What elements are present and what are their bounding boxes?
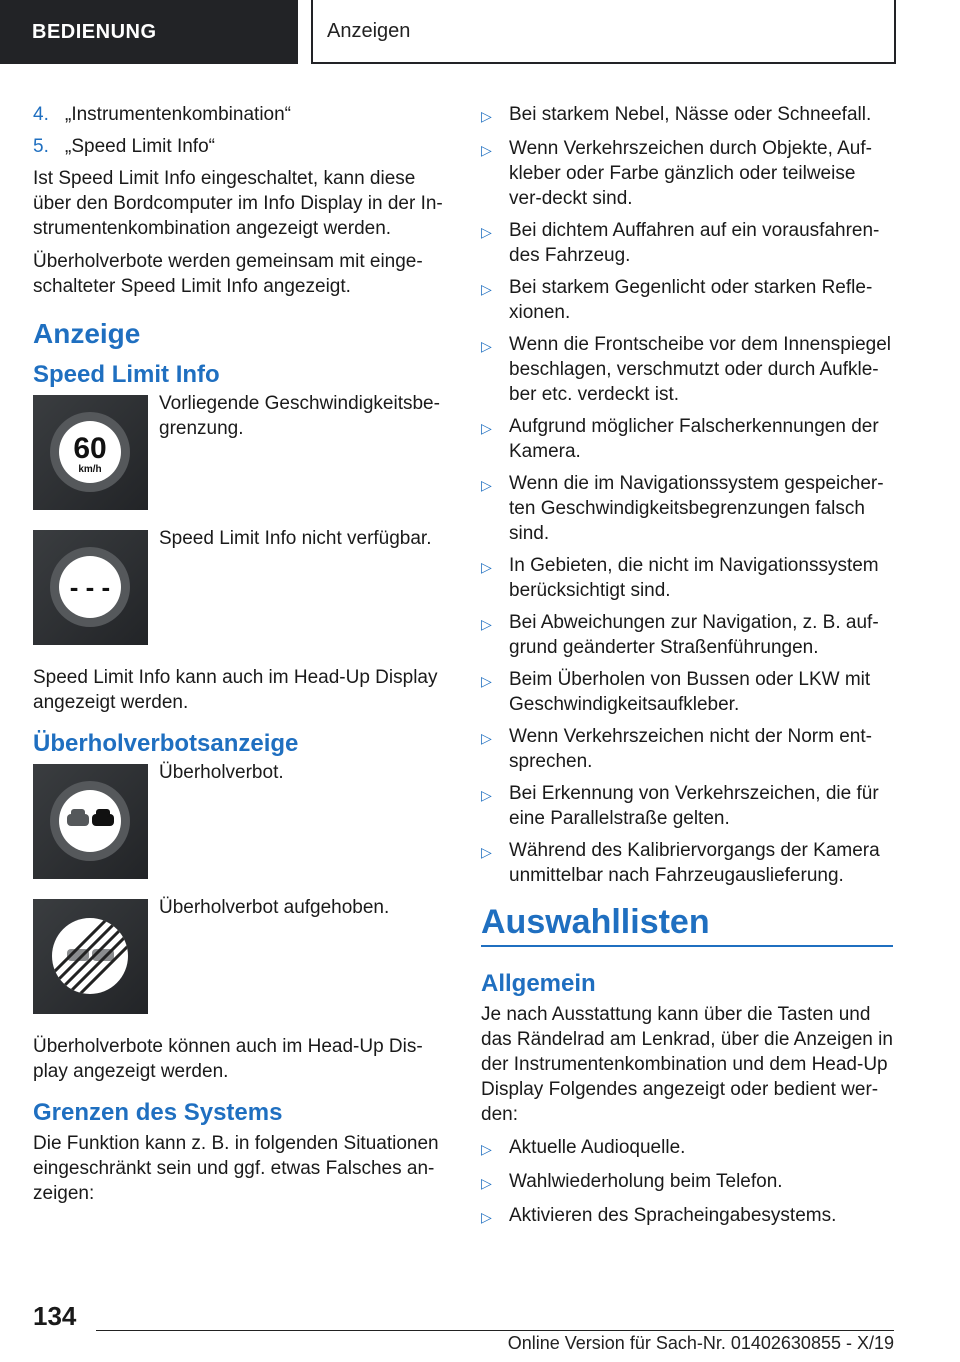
heading-anzeige: Anzeige [33,318,141,349]
list-item [481,275,893,325]
bullet-triangle-icon: ▷ [481,616,492,632]
right-column [481,102,893,1237]
footer-version: Online Version für Sach-Nr. 01402630855 - X/19 [507,1333,894,1353]
list-item-text: Bei starkem Nebel, Nässe oder Schneefall. [509,104,872,125]
list-item-text: Bei starkem Gegenlicht oder starken Refle-xionen. [509,277,873,323]
page-number: 134 [33,1301,77,1331]
item-number: 4. [33,104,49,125]
paragraph: Ist Speed Limit Info eingeschaltet, kann diese über den Bordcomputer im Info Display in der In-strumentenkombination angezeigt werden. [33,168,443,239]
no-overtaking-icon [33,764,148,879]
heading-grenzen: Grenzen des Systems [33,1099,283,1126]
list-item [481,471,893,546]
dashes-label: - - - [69,572,111,602]
bullet-triangle-icon: ▷ [481,1141,492,1157]
numbered-item [33,134,445,159]
list-item [481,838,893,888]
list-item [481,218,893,268]
list-item [481,414,893,464]
list-item-text: Wenn die Frontscheibe vor dem Innenspiegel beschlagen, verschmutzt oder durch Aufkle-ber etc. verdeckt ist. [509,334,891,405]
bullet-triangle-icon: ▷ [481,338,492,354]
bullet-triangle-icon: ▷ [481,1209,492,1225]
bullet-triangle-icon: ▷ [481,477,492,493]
speed-limit-60-icon [33,395,148,510]
bullet-triangle-icon: ▷ [481,730,492,746]
bullet-triangle-icon: ▷ [481,673,492,689]
bullet-triangle-icon: ▷ [481,420,492,436]
item-text: „Speed Limit Info“ [65,136,215,157]
icon-description: Überholverbot. [159,762,284,783]
chapter-header [311,0,896,64]
list-item [481,553,893,603]
item-number: 5. [33,136,49,157]
paragraph: Überholverbote werden gemeinsam mit einge-schalteter Speed Limit Info angezeigt. [33,251,423,297]
icon-row [33,395,445,510]
list-item-text: Während des Kalibriervorgangs der Kamera unmittelbar nach Fahrzeugauslieferung. [509,840,880,886]
bullet-triangle-icon: ▷ [481,224,492,240]
list-item [481,724,893,774]
heading-allgemein: Allgemein [481,970,596,997]
heading-speed-limit-info: Speed Limit Info [33,361,220,388]
heading-auswahllisten: Auswahllisten [481,910,893,947]
section-title: BEDIENUNG [32,20,157,43]
list-item-text: Wahlwiederholung beim Telefon. [509,1171,783,1192]
list-item-text: Wenn die im Navigationssystem gespeicher-ten Geschwindigkeitsbegrenzungen falsch sind. [509,473,884,544]
paragraph: Die Funktion kann z. B. in folgenden Situationen eingeschränkt sein und ggf. etwas Falsches an-zeigen: [33,1133,439,1204]
icon-row [33,764,445,879]
bullet-triangle-icon: ▷ [481,281,492,297]
paragraph: Je nach Ausstattung kann über die Tasten und das Rändelrad am Lenkrad, über die Anzeigen in der Instrumentenkombination und dem Head-Up Display Folgendes angezeigt oder bedient wer-den: [481,1004,893,1125]
list-item [481,332,893,407]
icon-description: Vorliegende Geschwindigkeitsbe-grenzung. [159,393,440,439]
list-item [481,136,893,211]
speed-limit-unavailable-icon [33,530,148,645]
limitations-list [481,102,893,888]
list-item [481,610,893,660]
speed-unit-label: km/h [78,464,102,475]
icon-description: Speed Limit Info nicht verfügbar. [159,528,432,549]
icon-row [33,899,445,1014]
heading-ueberholverbotsanzeige: Überholverbotsanzeige [33,730,299,757]
bullet-triangle-icon: ▷ [481,1175,492,1191]
bullet-triangle-icon: ▷ [481,559,492,575]
numbered-item [33,102,445,127]
list-item-text: Beim Überholen von Bussen oder LKW mit Geschwindigkeitsaufkleber. [509,669,871,715]
list-item-text: Bei Abweichungen zur Navigation, z. B. auf-grund geänderter Straßenführungen. [509,612,879,658]
end-no-overtaking-icon [33,899,148,1014]
chapter-title: Anzeigen [327,19,411,42]
list-item [481,667,893,717]
options-list [481,1135,893,1230]
list-item-text: Bei Erkennung von Verkehrszeichen, die für eine Parallelstraße gelten. [509,783,879,829]
list-item-text: Aktuelle Audioquelle. [509,1137,686,1158]
list-item-text: In Gebieten, die nicht im Navigationssystem berücksichtigt sind. [509,555,879,601]
bullet-triangle-icon: ▷ [481,787,492,803]
list-item [481,1169,893,1196]
footer-divider [96,1330,894,1331]
paragraph: Überholverbote können auch im Head-Up Dis-play angezeigt werden. [33,1036,423,1082]
list-item-text: Bei dichtem Auffahren auf ein vorausfahren-des Fahrzeug. [509,220,880,266]
list-item [481,102,893,129]
list-item-text: Aufgrund möglicher Falscherkennungen der Kamera. [509,416,879,462]
item-text: „Instrumentenkombination“ [65,104,291,125]
left-column [33,102,445,1214]
bullet-triangle-icon: ▷ [481,844,492,860]
list-item-text: Wenn Verkehrszeichen nicht der Norm ent-sprechen. [509,726,872,772]
list-item [481,1203,893,1230]
paragraph: Speed Limit Info kann auch im Head-Up Display angezeigt werden. [33,667,438,713]
list-item-text: Aktivieren des Spracheingabesystems. [509,1205,837,1226]
icon-description: Überholverbot aufgehoben. [159,897,390,918]
list-item [481,781,893,831]
section-tab [0,0,298,64]
icon-row [33,530,445,645]
bullet-triangle-icon: ▷ [481,108,492,124]
bullet-triangle-icon: ▷ [481,142,492,158]
speed-value-label: 60 [73,432,107,465]
list-item [481,1135,893,1162]
list-item-text: Wenn Verkehrszeichen durch Objekte, Auf-kleber oder Farbe gänzlich oder teilweise ver-deckt sind. [509,138,872,209]
